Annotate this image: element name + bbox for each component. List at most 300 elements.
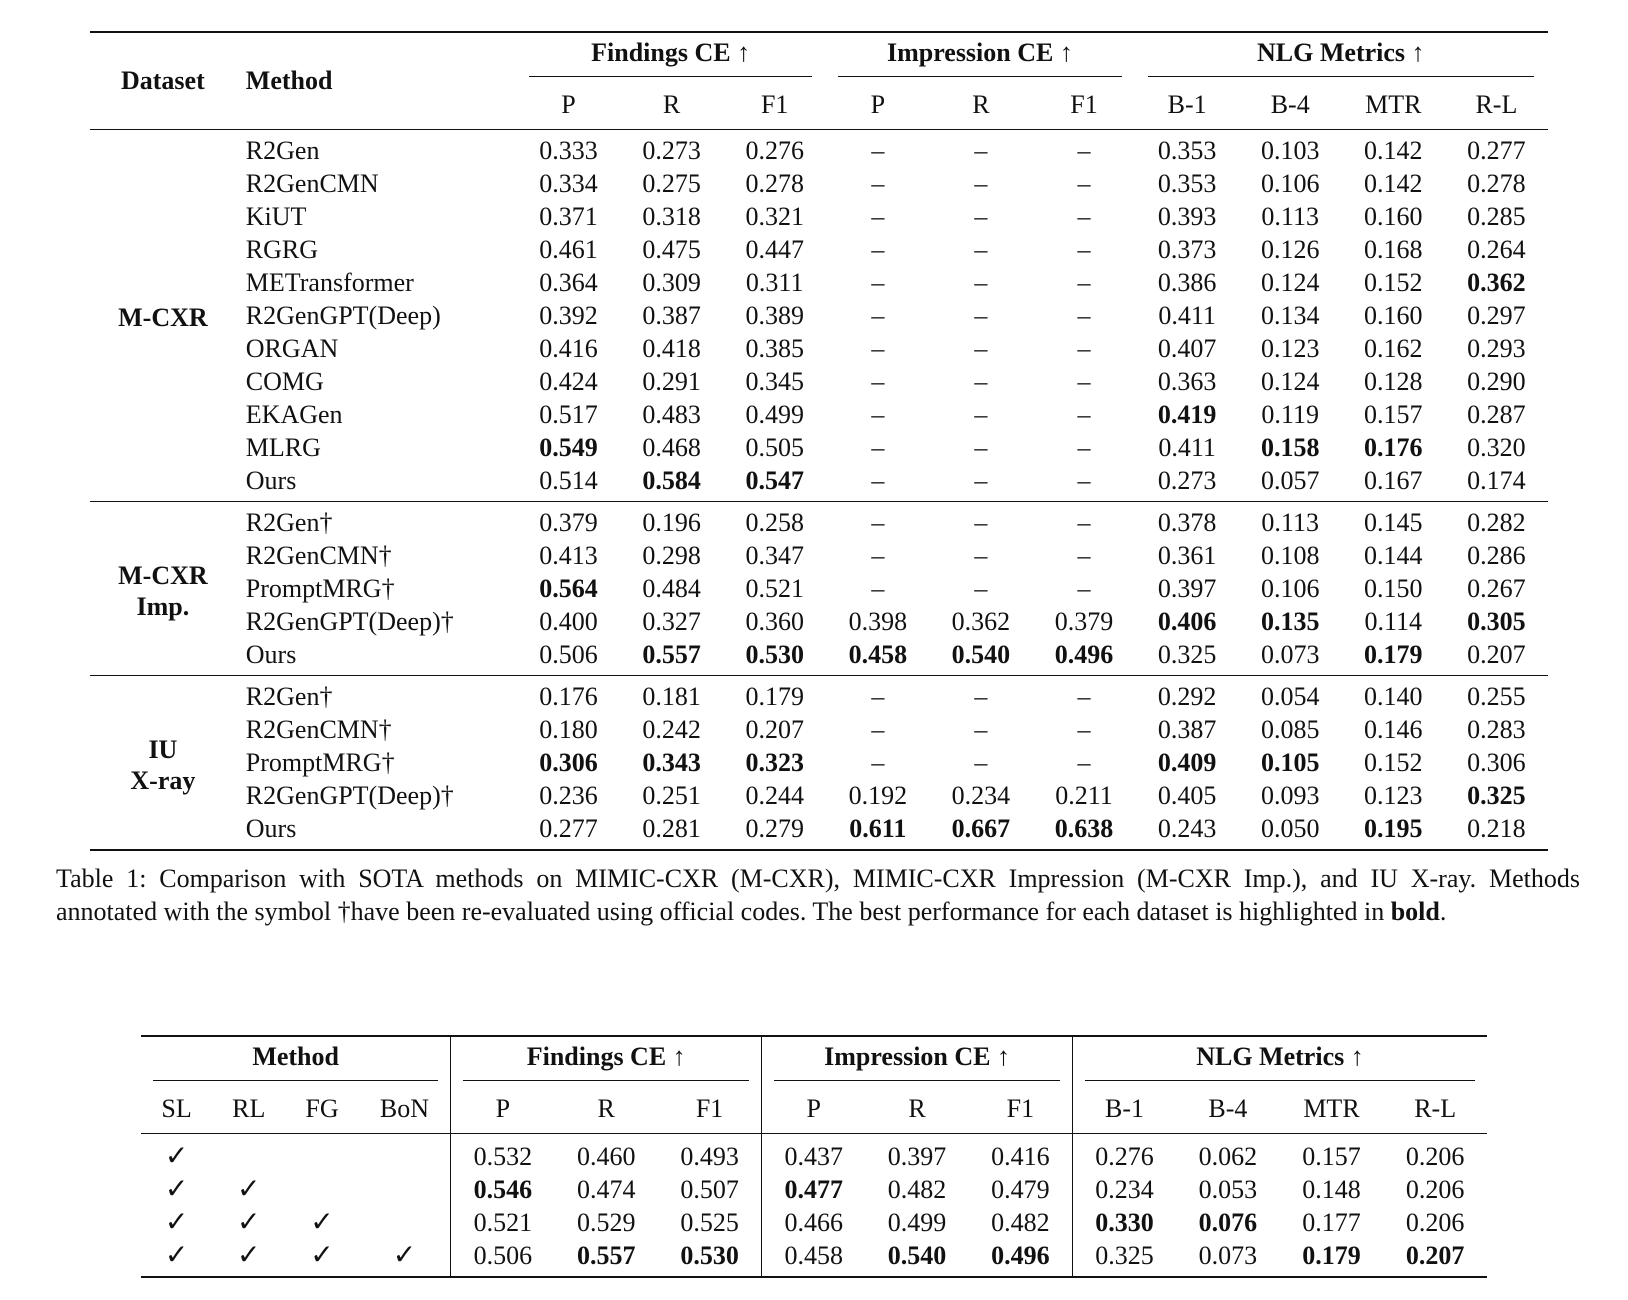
metric-cell: 0.134 bbox=[1260, 301, 1320, 330]
metric-cell: – bbox=[974, 301, 988, 330]
subheader-cell: R-L bbox=[1414, 1094, 1457, 1123]
results-table-body bbox=[90, 130, 1548, 851]
metric-cell: – bbox=[1077, 268, 1091, 297]
method-name: R2Gen† bbox=[236, 676, 517, 714]
table-row bbox=[141, 1173, 1487, 1206]
metric-cell: 0.418 bbox=[642, 334, 701, 363]
check-cell bbox=[141, 1206, 212, 1239]
metric-cell: – bbox=[1032, 130, 1135, 168]
metric-cell: 0.330 bbox=[1072, 1206, 1176, 1239]
metric-cell: 0.506 bbox=[451, 1239, 555, 1277]
metric-cell: 0.397 bbox=[1157, 574, 1217, 603]
method-name: R2Gen bbox=[236, 130, 517, 168]
metric-cell: 0.379 bbox=[1054, 607, 1114, 636]
subheader-cell: P bbox=[762, 1085, 866, 1134]
metric-cell: 0.638 bbox=[1032, 812, 1135, 850]
metric-cell: 0.311 bbox=[745, 268, 804, 297]
subheader-cell: BoN bbox=[379, 1094, 430, 1123]
metric-cell: – bbox=[1077, 466, 1091, 495]
metric-cell: 0.053 bbox=[1198, 1175, 1258, 1204]
checkmark-icon: ✓ bbox=[164, 1174, 189, 1205]
metric-cell: 0.325 bbox=[1467, 781, 1526, 810]
subheader-cell: R bbox=[597, 1094, 615, 1123]
subheader-cell: B-4 bbox=[1270, 90, 1310, 119]
metric-cell: 0.106 bbox=[1260, 169, 1320, 198]
metric-cell: 0.564 bbox=[539, 574, 598, 603]
check-cell bbox=[359, 1134, 451, 1174]
metric-cell: 0.273 bbox=[620, 130, 723, 168]
metric-cell: 0.180 bbox=[539, 715, 598, 744]
metric-cell: 0.387 bbox=[1157, 715, 1217, 744]
method-name: R2GenCMN† bbox=[245, 541, 392, 570]
metric-cell: 0.397 bbox=[865, 1134, 969, 1174]
metric-cell: 0.160 bbox=[1364, 202, 1423, 231]
checkmark-icon: ✓ bbox=[310, 1240, 334, 1271]
metric-cell: 0.611 bbox=[826, 812, 929, 850]
table-row bbox=[90, 464, 1548, 502]
method-name: Ours bbox=[245, 466, 297, 495]
method-name: R2GenGPT(Deep) bbox=[245, 301, 441, 330]
metric-cell: 0.108 bbox=[1260, 541, 1320, 570]
metric-cell: 0.343 bbox=[642, 748, 701, 777]
dataset-label: M-CXR Imp. bbox=[90, 502, 236, 676]
metric-cell: 0.334 bbox=[539, 169, 598, 198]
metric-cell: 0.298 bbox=[642, 541, 701, 570]
ablation-table-body bbox=[141, 1134, 1487, 1278]
metric-cell: 0.482 bbox=[887, 1175, 947, 1204]
table-row bbox=[90, 332, 1548, 365]
subheader-cell: F1 bbox=[1070, 90, 1098, 119]
metric-cell: 0.174 bbox=[1467, 466, 1526, 495]
metric-cell: – bbox=[974, 466, 988, 495]
metric-cell: – bbox=[974, 574, 988, 603]
metric-cell: 0.378 bbox=[1136, 502, 1239, 540]
method-name: Ours bbox=[245, 640, 297, 669]
metric-cell: 0.234 bbox=[1072, 1173, 1176, 1206]
metric-cell: 0.461 bbox=[539, 235, 598, 264]
metric-cell: 0.514 bbox=[539, 466, 598, 495]
metric-cell: 0.267 bbox=[1467, 574, 1526, 603]
metric-cell: – bbox=[1032, 676, 1135, 714]
metric-cell: 0.124 bbox=[1260, 367, 1320, 396]
check-cell bbox=[212, 1239, 285, 1277]
table-row bbox=[90, 605, 1548, 638]
metric-cell: 0.264 bbox=[1467, 235, 1526, 264]
metric-cell: 0.475 bbox=[642, 235, 701, 264]
metric-cell: 0.496 bbox=[969, 1239, 1073, 1277]
metric-cell: 0.258 bbox=[723, 502, 826, 540]
metric-cell: 0.507 bbox=[680, 1175, 739, 1204]
metric-cell: 0.073 bbox=[1260, 640, 1320, 669]
metric-cell: 0.458 bbox=[848, 640, 908, 669]
metric-cell: 0.416 bbox=[969, 1134, 1073, 1174]
check-cell bbox=[141, 1134, 212, 1174]
metric-cell: 0.062 bbox=[1176, 1134, 1280, 1174]
metric-cell: – bbox=[871, 367, 885, 396]
metric-cell: 0.168 bbox=[1364, 235, 1423, 264]
dataset-label: M-CXR bbox=[90, 130, 236, 502]
metric-cell: 0.218 bbox=[1445, 812, 1548, 850]
table-row bbox=[90, 200, 1548, 233]
subheader-cell: B-1 bbox=[1167, 90, 1207, 119]
table-row bbox=[90, 233, 1548, 266]
metric-cell: 0.499 bbox=[887, 1208, 947, 1237]
checkmark-icon: ✓ bbox=[237, 1174, 261, 1205]
check-cell bbox=[359, 1206, 451, 1239]
metric-cell: 0.206 bbox=[1405, 1208, 1465, 1237]
metric-cell: 0.113 bbox=[1239, 502, 1342, 540]
header-nlg-metrics: NLG Metrics ↑ bbox=[1136, 32, 1548, 81]
metric-cell: 0.105 bbox=[1260, 748, 1320, 777]
metric-cell: 0.557 bbox=[642, 640, 701, 669]
metric-cell: 0.506 bbox=[539, 640, 598, 669]
table-row bbox=[141, 1134, 1487, 1174]
subheader-cell: R-L bbox=[1475, 90, 1518, 119]
metric-cell: 0.409 bbox=[1157, 748, 1217, 777]
method-name: ORGAN bbox=[245, 334, 339, 363]
check-cell bbox=[212, 1206, 285, 1239]
metric-cell: – bbox=[974, 400, 988, 429]
metric-cell: 0.493 bbox=[658, 1134, 762, 1174]
metric-cell: 0.251 bbox=[642, 781, 701, 810]
metric-cell: 0.286 bbox=[1467, 541, 1526, 570]
table-row bbox=[90, 539, 1548, 572]
metric-cell: 0.150 bbox=[1364, 574, 1423, 603]
metric-cell: – bbox=[974, 268, 988, 297]
metric-cell: 0.411 bbox=[1158, 301, 1216, 330]
check-cell bbox=[359, 1239, 451, 1277]
subheader-cell: P bbox=[870, 90, 886, 119]
metric-cell: 0.158 bbox=[1260, 433, 1320, 462]
metric-cell: 0.285 bbox=[1467, 202, 1526, 231]
metric-cell: 0.468 bbox=[642, 433, 701, 462]
metric-cell: 0.364 bbox=[539, 268, 598, 297]
metric-cell: 0.373 bbox=[1157, 235, 1217, 264]
metric-cell: 0.549 bbox=[539, 433, 598, 462]
metric-cell: – bbox=[871, 202, 885, 231]
metric-cell: 0.276 bbox=[1072, 1134, 1176, 1174]
header-method: Method bbox=[236, 32, 517, 130]
metric-cell: 0.076 bbox=[1198, 1208, 1258, 1237]
metric-cell: 0.119 bbox=[1261, 400, 1319, 429]
metric-cell: 0.405 bbox=[1157, 781, 1217, 810]
metric-cell: 0.532 bbox=[451, 1134, 555, 1174]
metric-cell: – bbox=[871, 235, 885, 264]
metric-cell: 0.211 bbox=[1055, 781, 1113, 810]
metric-cell: – bbox=[974, 367, 988, 396]
metric-cell: 0.206 bbox=[1405, 1175, 1465, 1204]
metric-cell: 0.073 bbox=[1176, 1239, 1280, 1277]
metric-cell: 0.521 bbox=[451, 1206, 555, 1239]
metric-cell: 0.379 bbox=[517, 502, 620, 540]
metric-cell: 0.327 bbox=[642, 607, 701, 636]
method-name: KiUT bbox=[245, 202, 307, 231]
metric-cell: 0.667 bbox=[929, 812, 1032, 850]
subheader-cell: F1 bbox=[760, 90, 789, 119]
metric-cell: 0.291 bbox=[642, 367, 701, 396]
metric-cell: 0.103 bbox=[1239, 130, 1342, 168]
table-row bbox=[90, 638, 1548, 676]
method-name: PromptMRG† bbox=[245, 574, 395, 603]
metric-cell: 0.353 bbox=[1157, 169, 1217, 198]
subheader-cell: SL bbox=[161, 1094, 192, 1123]
metric-cell: 0.557 bbox=[554, 1239, 658, 1277]
table-row bbox=[90, 676, 1548, 714]
metric-cell: 0.386 bbox=[1157, 268, 1217, 297]
metric-cell: – bbox=[871, 169, 885, 198]
caption-text: Table 1: Comparison with SOTA methods on MIMIC-CXR (M-CXR), MIMIC-CXR Impression (M-CXR Imp.), and IU X-ray. Methods annotated with the symbol †have been re-evaluated using official codes. The best performance for each dataset is highlighted in bbox=[56, 864, 1580, 926]
metric-cell: 0.530 bbox=[658, 1239, 762, 1277]
ablation-header-row bbox=[141, 1036, 1487, 1085]
metric-cell: 0.142 bbox=[1342, 130, 1445, 168]
metric-cell: 0.207 bbox=[1467, 640, 1526, 669]
metric-cell: – bbox=[826, 130, 929, 168]
metric-cell: 0.325 bbox=[1072, 1239, 1176, 1277]
checkmark-icon: ✓ bbox=[164, 1207, 189, 1238]
metric-cell: – bbox=[929, 130, 1032, 168]
metric-cell: 0.176 bbox=[1364, 433, 1423, 462]
metric-cell: 0.413 bbox=[539, 541, 598, 570]
check-cell bbox=[285, 1173, 358, 1206]
metric-cell: 0.392 bbox=[539, 301, 598, 330]
metric-cell: 0.525 bbox=[680, 1208, 739, 1237]
metric-cell: 0.407 bbox=[1157, 334, 1217, 363]
metric-cell: – bbox=[1077, 235, 1091, 264]
metric-cell: 0.546 bbox=[451, 1173, 555, 1206]
metric-cell: 0.479 bbox=[991, 1175, 1050, 1204]
header-findings-ce: Findings CE ↑ bbox=[517, 32, 826, 81]
metric-cell: 0.323 bbox=[745, 748, 804, 777]
metric-cell: 0.236 bbox=[539, 781, 598, 810]
metric-cell: 0.529 bbox=[576, 1208, 636, 1237]
metric-cell: – bbox=[1032, 502, 1135, 540]
metric-cell: 0.243 bbox=[1136, 812, 1239, 850]
subheader-cell: MTR bbox=[1303, 1094, 1360, 1123]
metric-cell: 0.234 bbox=[951, 781, 1011, 810]
method-name: R2GenCMN bbox=[245, 169, 379, 198]
metric-cell: 0.517 bbox=[539, 400, 598, 429]
metric-cell: 0.123 bbox=[1260, 334, 1320, 363]
metric-cell: 0.148 bbox=[1302, 1175, 1361, 1204]
caption-end: . bbox=[1439, 897, 1447, 926]
method-name: PromptMRG† bbox=[245, 748, 395, 777]
metric-cell: 0.093 bbox=[1260, 781, 1320, 810]
metric-cell: 0.400 bbox=[539, 607, 598, 636]
table-row bbox=[90, 713, 1548, 746]
checkmark-icon: ✓ bbox=[164, 1141, 189, 1172]
metric-cell: 0.123 bbox=[1364, 781, 1423, 810]
metric-cell: 0.195 bbox=[1342, 812, 1445, 850]
metric-cell: – bbox=[871, 268, 885, 297]
metric-cell: 0.145 bbox=[1342, 502, 1445, 540]
metric-cell: 0.135 bbox=[1260, 607, 1320, 636]
metric-cell: 0.273 bbox=[1157, 466, 1217, 495]
metric-cell: 0.424 bbox=[539, 367, 598, 396]
results-table bbox=[90, 31, 1548, 851]
subheader-cell: MTR bbox=[1365, 90, 1422, 119]
check-cell bbox=[141, 1173, 212, 1206]
metric-cell: 0.419 bbox=[1157, 400, 1217, 429]
metric-cell: 0.530 bbox=[745, 640, 804, 669]
metric-cell: 0.255 bbox=[1445, 676, 1548, 714]
checkmark-icon: ✓ bbox=[310, 1207, 334, 1238]
metric-cell: – bbox=[826, 676, 929, 714]
metric-cell: 0.244 bbox=[745, 781, 804, 810]
ablation-header-findings-ce: Findings CE ↑ bbox=[451, 1036, 762, 1085]
metric-cell: – bbox=[929, 502, 1032, 540]
subheader-cell: B-4 bbox=[1208, 1094, 1248, 1123]
method-name: COMG bbox=[245, 367, 324, 396]
metric-cell: 0.411 bbox=[1158, 433, 1216, 462]
subheader-cell: R bbox=[908, 1094, 926, 1123]
subheader-cell: F1 bbox=[695, 1094, 724, 1123]
metric-cell: 0.278 bbox=[745, 169, 804, 198]
metric-cell: 0.207 bbox=[745, 715, 804, 744]
method-name: RGRG bbox=[245, 235, 319, 264]
method-name: Ours bbox=[236, 812, 517, 850]
metric-cell: – bbox=[974, 433, 988, 462]
subheader-cell: P bbox=[451, 1085, 555, 1134]
metric-cell: 0.437 bbox=[762, 1134, 866, 1174]
metric-cell: 0.207 bbox=[1383, 1239, 1487, 1277]
metric-cell: 0.385 bbox=[745, 334, 804, 363]
method-name: R2GenCMN† bbox=[245, 715, 392, 744]
table-row bbox=[90, 746, 1548, 779]
metric-cell: 0.297 bbox=[1467, 301, 1526, 330]
check-cell bbox=[141, 1239, 212, 1277]
metric-cell: – bbox=[1077, 367, 1091, 396]
metric-cell: 0.281 bbox=[620, 812, 723, 850]
check-cell bbox=[359, 1173, 451, 1206]
table-row bbox=[141, 1206, 1487, 1239]
metric-cell: – bbox=[929, 676, 1032, 714]
header-dataset: Dataset bbox=[90, 32, 236, 130]
table-row bbox=[90, 266, 1548, 299]
metric-cell: 0.085 bbox=[1260, 715, 1320, 744]
metric-cell: 0.181 bbox=[620, 676, 723, 714]
metric-cell: 0.477 bbox=[762, 1173, 866, 1206]
subheader-cell: R bbox=[972, 90, 990, 119]
metric-cell: 0.540 bbox=[865, 1239, 969, 1277]
method-name: MLRG bbox=[245, 433, 321, 462]
metric-cell: 0.160 bbox=[1364, 301, 1423, 330]
metric-cell: 0.484 bbox=[642, 574, 701, 603]
metric-cell: 0.276 bbox=[723, 130, 826, 168]
metric-cell: – bbox=[871, 301, 885, 330]
metric-cell: 0.292 bbox=[1136, 676, 1239, 714]
metric-cell: 0.458 bbox=[762, 1239, 866, 1277]
metric-cell: 0.124 bbox=[1260, 268, 1320, 297]
metric-cell: 0.275 bbox=[642, 169, 701, 198]
metric-cell: 0.146 bbox=[1364, 715, 1423, 744]
metric-cell: 0.325 bbox=[1157, 640, 1217, 669]
metric-cell: 0.460 bbox=[554, 1134, 658, 1174]
metric-cell: 0.277 bbox=[1445, 130, 1548, 168]
metric-cell: – bbox=[871, 748, 885, 777]
metric-cell: 0.482 bbox=[991, 1208, 1050, 1237]
metric-cell: 0.318 bbox=[642, 202, 701, 231]
metric-cell: 0.447 bbox=[745, 235, 804, 264]
subheader-cell: R bbox=[662, 90, 681, 119]
metric-cell: 0.306 bbox=[539, 748, 598, 777]
metric-cell: 0.483 bbox=[642, 400, 701, 429]
metric-cell: 0.126 bbox=[1260, 235, 1320, 264]
metric-cell: 0.179 bbox=[1280, 1239, 1384, 1277]
table-row bbox=[90, 812, 1548, 850]
checkmark-icon: ✓ bbox=[237, 1240, 261, 1271]
metric-cell: 0.347 bbox=[745, 541, 804, 570]
checkmark-icon: ✓ bbox=[392, 1240, 417, 1271]
table-row bbox=[90, 398, 1548, 431]
metric-cell: 0.474 bbox=[576, 1175, 636, 1204]
metric-cell: 0.387 bbox=[642, 301, 701, 330]
metric-cell: – bbox=[1077, 433, 1091, 462]
metric-cell: 0.206 bbox=[1383, 1134, 1487, 1174]
table-row bbox=[90, 502, 1548, 540]
metric-cell: 0.389 bbox=[745, 301, 804, 330]
table-caption bbox=[56, 862, 1580, 928]
metric-cell: 0.157 bbox=[1280, 1134, 1384, 1174]
metric-cell: – bbox=[1077, 574, 1091, 603]
check-cell bbox=[212, 1134, 285, 1174]
metric-cell: 0.321 bbox=[745, 202, 804, 231]
metric-cell: 0.309 bbox=[642, 268, 701, 297]
metric-cell: 0.054 bbox=[1239, 676, 1342, 714]
metric-cell: 0.144 bbox=[1364, 541, 1423, 570]
metric-cell: 0.521 bbox=[745, 574, 804, 603]
checkmark-icon: ✓ bbox=[237, 1207, 261, 1238]
metric-cell: 0.362 bbox=[951, 607, 1011, 636]
dataset-label: IU X-ray bbox=[90, 676, 236, 851]
metric-cell: 0.306 bbox=[1467, 748, 1526, 777]
metric-cell: 0.177 bbox=[1302, 1208, 1361, 1237]
checkmark-icon: ✓ bbox=[164, 1240, 189, 1271]
metric-cell: – bbox=[1077, 169, 1091, 198]
metric-cell: – bbox=[974, 715, 988, 744]
metric-cell: 0.106 bbox=[1260, 574, 1320, 603]
metric-cell: – bbox=[974, 748, 988, 777]
table-row bbox=[90, 572, 1548, 605]
header-impression-ce: Impression CE ↑ bbox=[826, 32, 1135, 81]
metric-cell: 0.393 bbox=[1157, 202, 1217, 231]
metric-cell: 0.278 bbox=[1467, 169, 1526, 198]
ablation-subheader-row bbox=[141, 1085, 1487, 1134]
method-name: R2Gen† bbox=[236, 502, 517, 540]
metric-cell: 0.140 bbox=[1342, 676, 1445, 714]
metric-cell: 0.360 bbox=[745, 607, 804, 636]
metric-cell: 0.505 bbox=[745, 433, 804, 462]
metric-cell: 0.361 bbox=[1157, 541, 1217, 570]
check-cell bbox=[285, 1239, 358, 1277]
metric-cell: 0.398 bbox=[848, 607, 908, 636]
metric-cell: – bbox=[1077, 715, 1091, 744]
ablation-header-method: Method bbox=[141, 1036, 451, 1085]
table-row bbox=[90, 299, 1548, 332]
caption-bold-word: bold bbox=[1390, 897, 1440, 926]
metric-cell: 0.584 bbox=[642, 466, 701, 495]
metric-cell: 0.466 bbox=[762, 1206, 866, 1239]
metric-cell: 0.320 bbox=[1467, 433, 1526, 462]
metric-cell: – bbox=[871, 466, 885, 495]
metric-cell: 0.547 bbox=[745, 466, 804, 495]
metric-cell: – bbox=[826, 502, 929, 540]
table-row bbox=[90, 431, 1548, 464]
metric-cell: – bbox=[871, 541, 885, 570]
metric-cell: 0.114 bbox=[1364, 607, 1423, 636]
metric-cell: 0.362 bbox=[1467, 268, 1526, 297]
metric-cell: 0.196 bbox=[620, 502, 723, 540]
metric-cell: – bbox=[974, 202, 988, 231]
